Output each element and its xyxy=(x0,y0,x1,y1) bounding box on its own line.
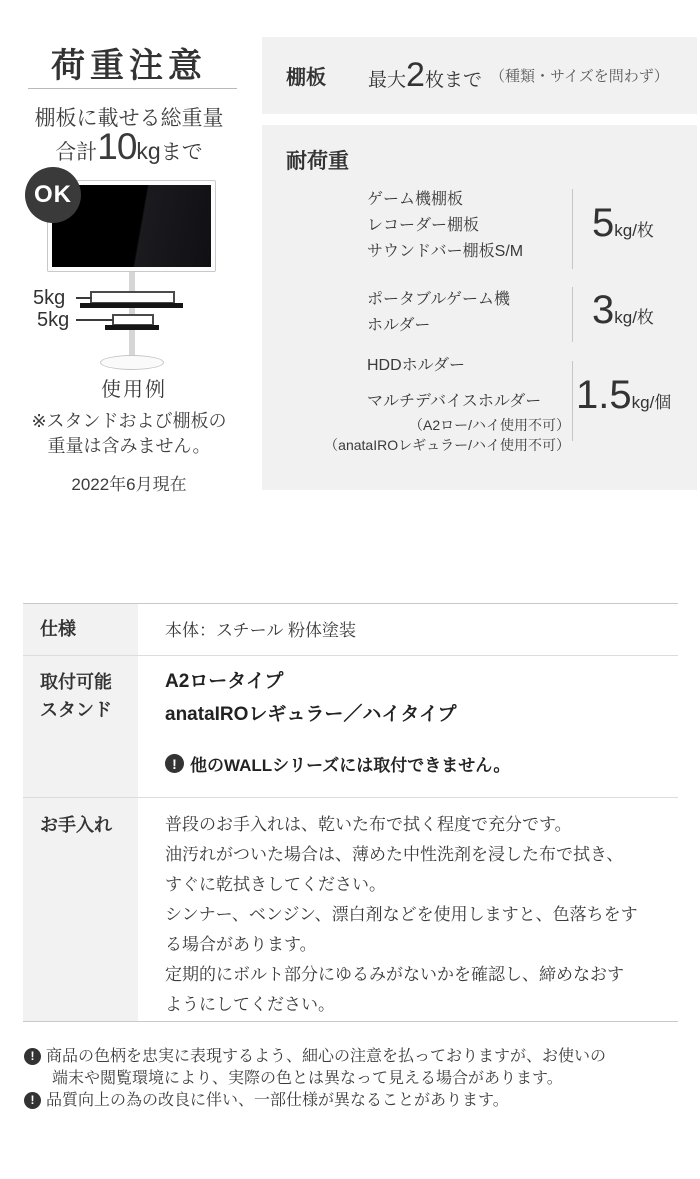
title-divider xyxy=(28,88,237,89)
row1-item1: ゲーム機棚板 xyxy=(367,191,464,208)
table-row-divider xyxy=(23,797,678,798)
load-capacity-row xyxy=(262,287,697,342)
load-capacity-row xyxy=(262,187,697,273)
load-caution-title: 荷重注意 xyxy=(51,47,207,85)
row1-item3: サウンドバー棚板S/M xyxy=(367,243,524,260)
load-capacity-box xyxy=(262,125,697,490)
total-prefix: 合計 xyxy=(55,141,98,164)
row3-note2: （anataIROレギュラー/ハイ使用不可） xyxy=(324,437,570,453)
care-label: お手入れ xyxy=(40,815,112,835)
footer-note-color xyxy=(24,1046,684,1089)
row1-item2: レコーダー棚板 xyxy=(367,217,480,234)
row2-items xyxy=(367,287,567,339)
row2-divider xyxy=(572,287,573,342)
shelf1-weight-label: 5kg xyxy=(33,287,66,309)
shelf1-board xyxy=(80,303,183,308)
shelf2-board xyxy=(105,325,159,330)
footer-note-spec xyxy=(24,1090,684,1112)
compatible-label-line1: 取付可能 xyxy=(40,672,112,692)
compatible-stand-label xyxy=(40,668,138,724)
compatibility-warning xyxy=(165,751,510,776)
shelf1-leader-line xyxy=(76,297,92,299)
usage-example-caption: 使用例 xyxy=(101,379,167,401)
row3-item2: マルチデバイスホルダー xyxy=(367,393,542,410)
row1-capacity: 5kg/枚 xyxy=(592,201,654,245)
stand-base xyxy=(100,355,164,370)
exclusion-note-line1: ※スタンドおよび棚板の xyxy=(31,411,227,431)
ok-badge-icon: OK xyxy=(25,167,81,223)
footer-note-line1: 品質向上の為の改良に伴い、一部仕様が異なることがあります。 xyxy=(46,1092,509,1109)
care-line: 普段のお手入れは、乾いた布で拭く程度で充分です。 xyxy=(165,815,572,834)
row3-spacer xyxy=(367,379,567,389)
total-weight-label: 棚板に載せる総重量 xyxy=(34,107,224,130)
care-line: すぐに乾拭きしてください。 xyxy=(165,875,386,894)
care-line: シンナー、ベンジン、漂白剤などを使用しますと、色落ちをす xyxy=(165,905,638,924)
shelf-limit-box xyxy=(262,37,697,114)
care-line: 定期的にボルト部分にゆるみがないかを確認し、締めなおす xyxy=(165,965,624,984)
footer-note-line2: 端末や閲覧環境により、実際の色とは異なって見える場合があります。 xyxy=(52,1069,563,1087)
as-of-date: 2022年6月現在 xyxy=(71,475,187,494)
spec-content: 本体：スチール 粉体塗装 xyxy=(165,621,357,640)
load-capacity-row xyxy=(262,353,697,453)
compatible-label-line2: スタンド xyxy=(40,700,112,720)
row3-note1: （A2ロー/ハイ使用不可） xyxy=(408,417,570,433)
shelf2-leader-line xyxy=(76,319,114,321)
warning-icon: ! xyxy=(24,1092,41,1109)
shelf-limit-paren-note: （種類・サイズを問わず） xyxy=(489,68,669,85)
exclusion-note-line2: 重量は含みません。 xyxy=(47,436,211,456)
footer-note-line1: 商品の色柄を忠実に表現するよう、細心の注意を払っておりますが、お使いの xyxy=(46,1048,607,1065)
shelf-limit-value: 最大2枚まで xyxy=(368,56,482,94)
care-line: る場合があります。 xyxy=(165,935,317,954)
total-number: 10 xyxy=(97,126,137,167)
compatible-stand-content xyxy=(165,665,456,731)
row3-items xyxy=(324,353,570,455)
row2-item2: ホルダー xyxy=(367,317,431,334)
stand-type-2: anataIROレギュラー／ハイタイプ xyxy=(165,704,457,725)
row2-capacity: 3kg/枚 xyxy=(592,288,654,332)
compatibility-warning-text: 他のWALLシリーズには取付できません。 xyxy=(190,756,511,775)
shelf-limit-number: 2 xyxy=(406,56,425,94)
shelf2-weight-label: 5kg xyxy=(37,309,70,331)
total-suffix: まで xyxy=(160,141,203,164)
warning-icon: ! xyxy=(24,1048,41,1065)
weight-exclusion-note xyxy=(0,409,258,459)
warning-icon: ! xyxy=(165,754,184,773)
row3-capacity: 1.5kg/個 xyxy=(576,373,672,417)
care-line: 油汚れがついた場合は、薄めた中性洗剤を浸した布で拭き、 xyxy=(165,845,624,864)
table-border-top xyxy=(23,603,678,604)
table-border-bottom xyxy=(23,1021,678,1022)
stand-type-1: A2ロータイプ xyxy=(165,671,284,692)
total-unit: kg xyxy=(136,138,161,164)
shelf-limit-label: 棚板 xyxy=(286,67,326,89)
row2-item1: ポータブルゲーム機 xyxy=(367,291,511,308)
care-content xyxy=(165,810,638,1020)
care-line: ようにしてください。 xyxy=(165,995,335,1014)
total-weight-value xyxy=(0,126,258,168)
table-row-divider xyxy=(23,655,678,656)
row3-item1: HDDホルダー xyxy=(367,357,466,374)
row3-divider xyxy=(572,361,573,441)
load-capacity-title: 耐荷重 xyxy=(286,150,349,173)
spec-label: 仕様 xyxy=(40,619,76,639)
row1-divider xyxy=(572,189,573,269)
row1-items xyxy=(367,187,567,265)
